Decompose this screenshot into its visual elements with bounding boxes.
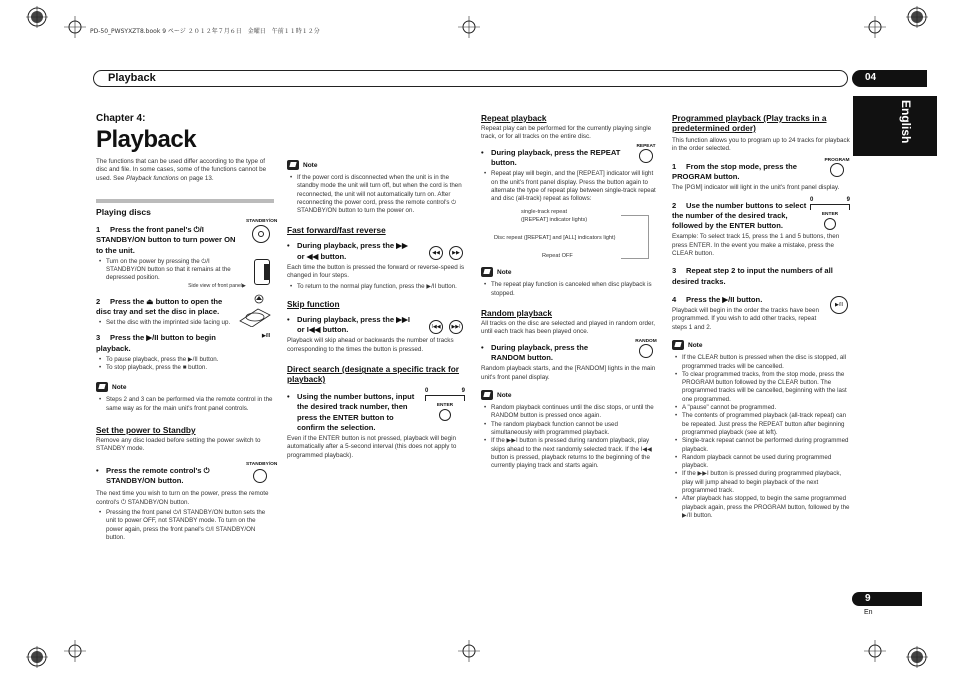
prog-step-1: 1 From the stop mode, press the PROGRAM button.	[672, 161, 797, 182]
rewind-button-icon: ◀◀	[429, 241, 443, 260]
random-text: All tracks on the disc are selected and played in random order, until each track has been played once.	[481, 320, 655, 336]
random-text-2: Random playback starts, and the [RANDOM] lights in the main unit's front panel display.	[481, 365, 656, 381]
step-3: 3 Press the ▶/II button to begin playback.	[96, 333, 216, 353]
note-bullet: • If the power cord is disconnected when the unit is in the standby mode the unit will turn off, but when the cord is then reconnected, the unit will not automatically turn on. After reconnecting the power cord, press the remote control's ⏻ STANDBY/ON button to turn the power on.	[287, 174, 465, 215]
crosshair-mark	[458, 16, 480, 38]
diagram-off: Repeat OFF	[542, 253, 573, 260]
skip-step: • During playback, press the ▶▶I or I◀◀ button.	[287, 315, 410, 335]
note-bullet-6: • Random playback cannot be used during programmed playback.	[672, 454, 850, 471]
note-bullet-2: • To clear programmed tracks, from the stop mode, press the PROGRAM button followed by the CLEAR button. The programmed tracks will be cancelled, beginning with the last one programmed.	[672, 371, 850, 404]
step-1-bullet: • Turn on the power by pressing the ⏻/I STANDBY/ON button so that it remains at the depressed position.	[96, 258, 231, 283]
programmed-text: This function allows you to program up to 24 tracks for playback in the order selected.	[672, 137, 850, 153]
note-block: Note • Steps 2 and 3 can be performed via the remote control in the same way as for the main unit's front panel controls.	[96, 382, 274, 413]
program-button: PROGRAM	[822, 158, 852, 182]
chapter-badge: 04	[852, 70, 927, 87]
page-language: En	[864, 609, 873, 616]
column-4	[672, 113, 850, 520]
note-block-2: Note • Random playback continues until the disc stops, or until the RANDOM button is pressed once again. • The random playback function cannot be used simultaneously with programmed playback. • If the ▶▶I button is pressed during random playback, play skips ahead to the next randomly selected track. If the I◀◀ button is pressed, playback returns to the beginning of the currently playing track and starts again.	[481, 390, 659, 470]
repeat-text: Repeat play can be performed for the currently playing single track, or for all tracks on the entire disc.	[481, 125, 652, 141]
playing-discs-heading: Playing discs	[96, 207, 151, 218]
ff-step: • During playback, press the ▶▶ or ◀◀ button.	[287, 241, 408, 261]
repeat-step: • During playback, press the REPEAT button.	[481, 147, 621, 168]
file-header: PD-50_PWSYXZT8.book 9 ページ ２０１２年７月６日 金曜日 午前１１時１２分	[90, 28, 320, 35]
set-power-text: Remove any disc loaded before setting the power switch to STANDBY mode.	[96, 437, 261, 453]
note-bullet-3: • A "pause" cannot be programmed.	[672, 404, 850, 412]
programmed-heading: Programmed playback (Play tracks in a predetermined order)	[672, 113, 827, 133]
repeat-bullet: • Repeat play will begin, and the [REPEAT] indicator will light on the unit's front panel display. Press the button again to alternate the type of repeat play between single-track repeat and disc (all-track) repeat as follows:	[481, 170, 659, 203]
direct-step: • Using the number buttons, input the desired track number, then press the ENTER button to confirm the selection.	[287, 392, 415, 432]
step-3-bullet-1: • To pause playback, press the ▶/II button.	[96, 356, 274, 364]
repeat-cycle-diagram	[481, 207, 659, 263]
note-block: Note • The repeat play function is canceled when disc playback is stopped.	[481, 267, 659, 298]
crosshair-mark	[458, 640, 480, 662]
diagram-disc: Disc repeat ([REPEAT] and [ALL] indicators light)	[494, 235, 616, 242]
crosshair-mark	[64, 16, 86, 38]
section-title: Playback	[108, 72, 156, 84]
registration-mark	[26, 646, 48, 668]
set-power-heading: Set the power to Standby	[96, 425, 196, 436]
diagram-single: single-track repeat	[521, 209, 568, 216]
random-heading: Random playback	[481, 308, 553, 318]
skip-back-icon: I◀◀	[429, 315, 443, 334]
note-bullet: • Steps 2 and 3 can be performed via the remote control in the same way as for the main unit's front panel controls.	[96, 396, 274, 413]
note-bullet-5: • Single-track repeat cannot be performed during programmed playback.	[672, 437, 850, 454]
chapter-label: Chapter 4:	[96, 113, 146, 124]
note-bullet-4: • The contents of programmed playback (all-track repeat) can be repeated. Just press the REPEAT button after beginning programmed playback (see at left).	[672, 412, 850, 437]
remote-bullet: • Pressing the front panel ⏻/I STANDBY/ON button sets the unit to power OFF, not STANDBY mode. To turn on the power again, press the front panel's ⏻/I STANDBY/ON button.	[96, 509, 274, 542]
section-bar	[93, 70, 848, 87]
prog-step-3: 3 Repeat step 2 to input the numbers of all desired tracks.	[672, 266, 833, 286]
registration-mark	[906, 6, 928, 28]
direct-text: Even if the ENTER button is not pressed, playback will begin automatically after a 5-second interval (this does not apply to programmed playback).	[287, 435, 457, 459]
random-button: RANDOM	[631, 339, 661, 363]
forward-button-icon: ▶▶	[449, 241, 463, 260]
note-icon	[672, 340, 684, 350]
note-bullet-3: • If the ▶▶I button is pressed during random playback, play skips ahead to the next randomly selected track. If the I◀◀ button is pressed, playback returns to the beginning of the currently playing track and starts again.	[481, 437, 659, 470]
remote-standby-button: STANDBY/ON	[246, 462, 274, 488]
registration-mark	[26, 6, 48, 28]
note-icon	[481, 390, 493, 400]
note-icon	[287, 160, 299, 170]
diagram-arrow	[621, 215, 649, 259]
note-bullet-8: • After playback has stopped, to begin the same programmed playback again, press the PROGRAM button, followed by the ▶/II button.	[672, 495, 850, 520]
note-icon	[96, 382, 108, 392]
step-2-bullet: • Set the disc with the imprinted side facing up.	[96, 319, 274, 327]
skip-heading: Skip function	[287, 299, 340, 309]
skip-forward-icon: ▶▶I	[449, 315, 463, 334]
language-label: English	[899, 100, 913, 144]
column-2	[287, 160, 465, 460]
crosshair-mark	[864, 640, 886, 662]
column-3	[481, 113, 659, 470]
note-bullet-1: • Random playback continues until the disc stops, or until the RANDOM button is pressed once again.	[481, 404, 659, 421]
crosshair-mark	[864, 16, 886, 38]
skip-text: Playback will skip ahead or backwards the number of tracks corresponding to the times the button is pressed.	[287, 337, 454, 353]
play-pause-button: ▶/II	[830, 293, 848, 314]
random-step: • During playback, press the RANDOM button.	[481, 342, 589, 363]
ff-bullet: • To return to the normal play function, press the ▶/II button.	[287, 283, 465, 291]
page-number: 9	[852, 592, 922, 606]
repeat-button: REPEAT	[631, 144, 661, 168]
registration-mark	[906, 646, 928, 668]
standby-knob-figure: STANDBY/ON	[246, 219, 276, 243]
language-tab	[853, 96, 937, 156]
step-3-bullet-2: • To stop playback, press the ■ button.	[96, 364, 274, 372]
page-title: Playback	[96, 126, 197, 153]
fast-forward-heading: Fast forward/fast reverse	[287, 225, 386, 236]
intro-text: The functions that can be used differ according to the type of disc and file. In some cases, some of the functions cannot be used. See Playback functions on page 13.	[96, 158, 267, 182]
prog-step-2-text: Example: To select track 15, press the 1 and 5 buttons, then press ENTER. In the event you make a mistake, press the CLEAR button.	[672, 233, 840, 258]
remote-step: • Press the remote control's ⏻ STANDBY/ON button.	[96, 465, 210, 486]
note-bullet: • The repeat play function is canceled when disc playback is stopped.	[481, 281, 659, 298]
note-block: Note • If the CLEAR button is pressed when the disc is stopped, all programmed tracks will be cancelled. • To clear programmed tracks, from the stop mode, press the PROGRAM button followed by the CLEAR button. The programmed tracks will be cancelled, beginning with the last one programmed. • A "pause" cannot be programmed. • The contents of programmed playback (all-track repeat) can be repeated. Just press the REPEAT button after beginning programmed playback (see at left). • Single-track repeat cannot be performed during programmed playback. • Random playback cannot be used during programmed playback. • If the ▶▶I button is pressed during programmed playback, play will jump ahead to begin playback of the next programmed track. • After playback has stopped, to begin the same programmed playback again, press the PROGRAM button, followed by the ▶/II button.	[672, 340, 850, 520]
side-view-caption: Side view of front panel▶	[188, 282, 246, 289]
number-keys-figure: 0 9 ENTER	[425, 388, 465, 426]
step-1: 1 Press the front panel's ⏻/I STANDBY/ON button to turn power ON to the unit.	[96, 225, 236, 255]
play-pause-icon: ▶/II	[262, 333, 271, 340]
prog-step-4-text: Playback will begin in the order the tracks have been programmed. If you wish to add other tracks, repeat steps 1 and 2.	[672, 307, 820, 331]
column-1	[96, 113, 278, 542]
ff-text: Each time the button is pressed the forward or reverse-speed is changed in four steps.	[287, 263, 465, 280]
side-view-figure	[254, 259, 270, 285]
prog-step-4: 4 Press the ▶/II button.	[672, 294, 763, 304]
direct-search-heading: Direct search (designate a specific track for playback)	[287, 364, 460, 385]
divider	[96, 199, 274, 203]
prog-step-2: 2 Use the number buttons to select the number of the desired track, followed by the ENTER button.	[672, 200, 807, 231]
diagram-single-note: ([REPEAT] indicator lights)	[521, 217, 588, 224]
note-bullet-1: • If the CLEAR button is pressed when the disc is stopped, all programmed tracks will be cancelled.	[672, 354, 850, 371]
note-icon	[481, 267, 493, 277]
prog-step-1-text: The [PGM] indicator will light in the unit's front panel display.	[672, 184, 840, 192]
note-block: Note • If the power cord is disconnected when the unit is in the standby mode the unit will turn off, but when the cord is then reconnected, the unit will not automatically turn on. After reconnecting the power cord, press the remote control's ⏻ STANDBY/ON button to turn the power on.	[287, 160, 465, 215]
number-keys-figure: 0 9 ENTER	[810, 197, 850, 235]
step-2: 2 Press the ⏏ button to open the disc tray and set the disc in place.	[96, 296, 223, 316]
repeat-heading: Repeat playback	[481, 113, 547, 123]
crosshair-mark	[64, 640, 86, 662]
note-bullet-7: • If the ▶▶I button is pressed during programmed playback, play will jump ahead to begin playback of the next programmed track.	[672, 470, 850, 495]
note-bullet-2: • The random playback function cannot be used simultaneously with programmed playback.	[481, 421, 659, 438]
remote-text: The next time you wish to turn on the power, press the remote control's ⏻ STANDBY/ON button.	[96, 490, 269, 506]
